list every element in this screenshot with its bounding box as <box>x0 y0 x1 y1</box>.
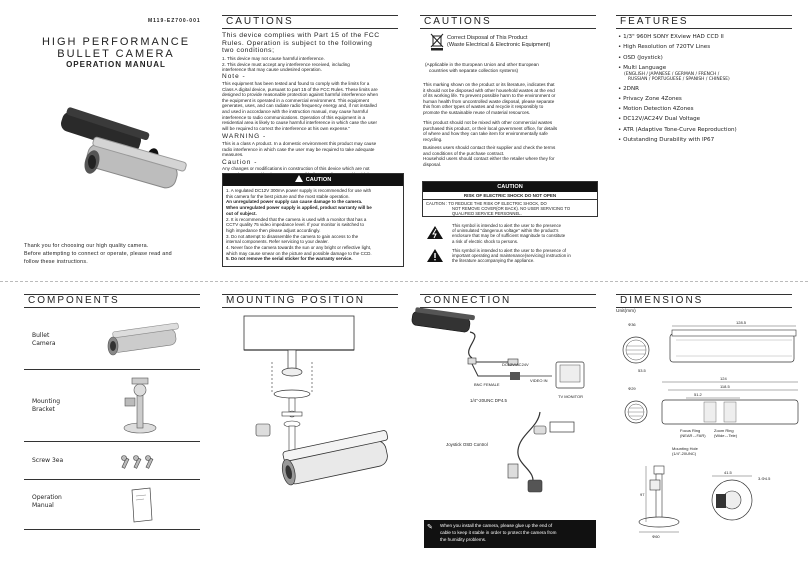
risk-note-line3: QUALIFIED SERVICE PERSONNEL. <box>452 211 522 216</box>
component-screws-image <box>120 454 160 470</box>
focus-ring-line2: (NEAR↔FAR) <box>680 433 706 438</box>
component-label-line: Bracket <box>32 406 55 413</box>
weee-p1-line: human health from uncontrolled waste disposal, please separate <box>423 98 555 104</box>
dim-d29: Φ29 <box>628 386 636 391</box>
component-row-camera <box>24 312 200 370</box>
feature-language-line2: RUSSIAN / PORTUGUESE / SPANISH / CHINESE) <box>628 77 730 83</box>
dim-d415: 41.5 <box>724 470 732 475</box>
electric-shock-risk: RISK OF ELECTRIC SHOCK DO NOT OPEN <box>423 192 597 200</box>
mounting-hole-line1: Mounting Hole <box>672 446 698 451</box>
cautions-heading-1: CAUTIONS <box>222 15 398 29</box>
feature-item: • 2DNR <box>618 85 640 92</box>
weee-p1-line: this from other types of wastes and recycle it responsibly to <box>423 104 544 110</box>
fcc-conditions <box>222 56 402 73</box>
caution-box <box>222 173 404 267</box>
weee-p1-line: it should not be disposed with other household wastes at the end <box>423 87 555 93</box>
caution-box-header <box>223 174 403 186</box>
connection-heading: CONNECTION <box>420 294 596 308</box>
dim-d36: Φ36 <box>628 322 636 327</box>
weee-p2-line: purchased this product, or their local government office, for details <box>423 125 558 131</box>
dim-h97: 97 <box>640 492 645 497</box>
dim-l124: 124 <box>720 376 727 381</box>
fcc-condition-3: interference that may cause undesired operation. <box>222 67 322 73</box>
info-icon: ✎ <box>427 523 433 531</box>
sym1-line: This symbol is intended to alert the user to the presence <box>452 223 562 228</box>
electric-shock-box <box>422 181 598 217</box>
component-label-line: Mounting <box>32 398 61 405</box>
feature-item: • Multi Language <box>618 64 667 71</box>
dim-b60: Φ60 <box>652 534 660 539</box>
component-label-line: Camera <box>32 340 56 347</box>
zoom-ring-line2: (Wide↔Tele) <box>714 433 738 438</box>
component-row-screws <box>24 442 200 480</box>
label-thread: 1/4"-20UNC DP4.5 <box>470 398 507 403</box>
weee-title-line2: (Waste Electrical & Electronic Equipment) <box>447 42 551 49</box>
fcc-intro-line1: This device complies with Part 15 of the FCC <box>222 32 380 39</box>
sym1-line: a risk of electric shock to persons. <box>452 238 519 244</box>
dimensions-drawing <box>612 316 802 546</box>
feature-item: • Privacy Zone 4Zones <box>618 95 682 102</box>
thanks-line1: Thank you for choosing our high quality camera. <box>24 243 149 249</box>
thanks-line2: Before attempting to connect or operate, please read and <box>24 251 172 257</box>
caution-box-line: high impedance then please adjust accordingly. <box>226 227 321 233</box>
weee-applicable <box>425 62 597 74</box>
symbol-2-text <box>452 248 602 264</box>
dim-focus-ring <box>680 428 706 438</box>
dimensions-unit: Unit(mm) <box>616 309 636 314</box>
caution-box-line: When unregulated power supply is applied, product warranty will be <box>226 205 372 211</box>
feature-item: • Outstanding Durability with IP67 <box>618 137 715 144</box>
note-line: Class A digital device, pursuant to part 15 of the FCC Rules. These limits are <box>222 86 378 92</box>
caution-box-title: CAUTION <box>305 177 332 183</box>
feature-language-line1: (ENGLISH / JAPANESE / GERMAN / FRENCH / <box>624 71 720 77</box>
warning-line: measures. <box>222 152 244 158</box>
caution-box-line: 3. Do not attempt to disassemble the camera to gain access to the <box>226 233 359 239</box>
mounting-hole-line2: (1/4"-20UNC) <box>672 451 697 456</box>
dim-mounting-hole <box>672 446 698 456</box>
caution-box-line: out of subject. <box>226 210 257 216</box>
component-label: Screw 3ea <box>32 457 64 464</box>
document-title <box>26 36 206 70</box>
dim-h535: 53.5 <box>638 368 646 373</box>
component-bracket-image <box>120 376 160 436</box>
label-video-in: VIDEO IN <box>530 378 548 383</box>
model-code: M119-EZ700-001 <box>148 18 201 24</box>
caution-box-body <box>223 186 403 264</box>
note-body <box>222 81 404 131</box>
weee-p1-line: This marking shown on the product or its literature, indicates that <box>423 82 555 87</box>
weee-p2-line: recycling. <box>423 136 443 142</box>
component-label <box>32 332 56 348</box>
weee-paragraph-2 <box>423 120 599 142</box>
caution-box-line: 5. Do not remove the serial sticker for the warranty service. <box>226 256 353 262</box>
feature-item: • High Resolution of 720TV Lines <box>618 44 711 51</box>
note-line: This equipment has been tested and found to comply with the limits for a <box>222 81 370 86</box>
feature-item: • OSD (Joystick) <box>618 54 663 61</box>
focus-ring-line1: Focus Ring <box>680 428 701 433</box>
caution-box-line: internal components. Refer servicing to your dealer. <box>226 239 329 245</box>
caution-box-line: 1. A regulated DC12V 300mA power supply is recommended for use with <box>226 188 372 193</box>
warning-heading: WARNING - <box>222 133 267 140</box>
dim-l512: 51.2 <box>694 392 702 397</box>
note-line: residential area is likely to cause harmful interference in which case the user <box>222 120 377 126</box>
weee-applicable-line1: (Applicable in the European Union and other European <box>425 62 539 67</box>
exclamation-triangle-icon <box>426 248 444 263</box>
mounting-diagram <box>232 314 402 540</box>
mounting-heading: MOUNTING POSITION <box>222 294 398 308</box>
weee-p2-line: This product should not be mixed with other commercial wastes <box>423 120 553 125</box>
warning-line: This is a class A product. In a domestic environment this product may cause <box>222 141 377 146</box>
sym1-line: of uninsulated "dangerous voltage" within the product's <box>452 228 559 234</box>
caution-line: Any changes or modifications in construction of this device which are not <box>222 166 370 171</box>
install-note-line: cable to keep it stable in order to protect the camera from <box>440 530 557 535</box>
crossed-bin-icon <box>430 33 444 51</box>
note-line: generates, uses, and can radiate radio frequency energy and, if not installed <box>222 103 377 109</box>
note-line: and used in accordance with the instruction manual, may cause harmful <box>222 108 368 114</box>
connection-diagram <box>410 310 600 510</box>
install-note-line: When you install the camera, please glue up the end of <box>440 523 553 528</box>
warning-triangle-icon <box>295 175 303 182</box>
component-camera-image <box>102 324 182 356</box>
caution-heading: Caution - <box>222 159 258 166</box>
caution-box-line: this camera for the best picture and the most stable operation. <box>226 193 350 199</box>
weee-p3-line: disposal. <box>423 161 442 167</box>
label-bnc: BNC FEMALE <box>474 382 500 387</box>
label-power: DC12V/AC24V <box>502 362 529 367</box>
thanks-line3: follow these instructions. <box>24 259 88 265</box>
warning-body <box>222 141 404 158</box>
sym2-line: important operating and maintenance(servicing) instruction in <box>452 253 571 259</box>
electric-shock-banner: CAUTION <box>423 182 597 192</box>
note-line: designed to provide reasonable protection against harmful interference when <box>222 92 379 98</box>
dim-d45: 3-Φ4.5 <box>758 476 771 481</box>
note-line: the equipment is operated in a commercial environment. This equipment <box>222 97 369 103</box>
lightning-triangle-icon <box>426 225 444 240</box>
component-label <box>32 494 62 510</box>
feature-item: • Motion Detection 4Zones <box>618 106 694 113</box>
sym1-line: enclosure that may be of sufficient magnitude to constitute <box>452 233 566 239</box>
fcc-condition-2: 2. This device must accept any interference received, including <box>222 61 350 67</box>
install-note-line: the humidity problems. <box>440 537 487 542</box>
feature-item: • ATR (Adaptive Tone-Curve Reproduction) <box>618 126 737 133</box>
weee-p3-line: and conditions of the purchase contract. <box>423 150 505 156</box>
weee-p3-line: Household users should contact either the retailer where they for <box>423 156 555 162</box>
dim-l1285: 128.5 <box>736 320 747 325</box>
risk-note-line1: CAUTION : TO REDUCE THE RISK OF ELECTRIC SHOCK, DO <box>426 201 547 206</box>
weee-p1-line: promote the sustainable reuse of material resources. <box>423 109 531 115</box>
weee-p1-line: of its working life. To prevent possible harm to the environment or <box>423 93 556 99</box>
warning-line: radio interference in which case the user may be required to take adequate <box>222 146 375 152</box>
bullet-camera-pair-image <box>56 114 206 210</box>
title-line2: BULLET CAMERA <box>57 48 175 60</box>
symbol-1-text <box>452 223 602 244</box>
electric-shock-note <box>423 200 597 217</box>
feature-item: • 1/3" 960H SONY EXview HAD CCD II <box>618 34 724 40</box>
risk-note-line2: NOT REMOVE COVER(OR BACK). NO USER SERVICING TO <box>452 206 571 211</box>
weee-title-line1: Correct Disposal of This Product <box>447 35 528 41</box>
dim-l1185: 118.5 <box>720 384 730 389</box>
fcc-intro-line3: two conditions; <box>222 47 275 55</box>
feature-item: • DC12V/AC24V Dual Voltage <box>618 116 701 123</box>
zoom-ring-line1: Zoom Ring <box>714 428 734 433</box>
note-line: will be required to correct the interference at his own expense." <box>222 125 351 131</box>
weee-paragraph-1 <box>423 82 599 116</box>
caution-box-line: CCTV quality 75 video impedance level. If your monitor is switched to <box>226 222 365 228</box>
caution-box-line: 4. Never face the camera towards the sun or any bright or reflective light, <box>226 245 372 251</box>
weee-p2-line: of where and how they can take item for environmentally safe <box>423 131 548 137</box>
dim-zoom-ring <box>714 428 737 438</box>
features-list <box>618 34 802 144</box>
sym2-line: the literature accompanying the appliance. <box>452 258 535 264</box>
dimensions-heading: DIMENSIONS <box>616 294 792 308</box>
weee-paragraph-3 <box>423 145 599 167</box>
install-note-text <box>428 522 592 543</box>
note-line: interference to radio communications. Operation of this equipment in a <box>222 114 365 120</box>
component-manual-image <box>128 486 156 524</box>
features-heading: FEATURES <box>616 15 792 29</box>
label-monitor: TV MONITOR <box>558 394 584 399</box>
fcc-condition-1: 1. This device may not cause harmful interference. <box>222 56 325 61</box>
components-heading: COMPONENTS <box>24 294 200 308</box>
component-label-line: Manual <box>32 502 54 509</box>
fcc-intro <box>222 32 402 55</box>
component-row-bracket <box>24 370 200 442</box>
fcc-intro-line2: Rules. Operation is subject to the following <box>222 39 373 47</box>
title-line1: HIGH PERFORMANCE <box>41 36 191 48</box>
cautions-heading-2: CAUTIONS <box>420 15 596 29</box>
weee-title <box>447 35 597 49</box>
thanks-text <box>24 242 224 266</box>
fold-divider <box>0 281 808 282</box>
component-label-line: Operation <box>32 494 62 501</box>
component-row-manual <box>24 480 200 530</box>
label-joystick: Joystick OSD Control <box>446 442 488 447</box>
install-note-box <box>424 520 596 548</box>
component-label-line: Bullet <box>32 332 50 339</box>
note-heading: Note - <box>222 73 246 80</box>
caution-box-line: which may cause smear on the picture and possible damage to the CCD. <box>226 250 372 256</box>
title-line3: OPERATION MANUAL <box>66 60 166 69</box>
sym2-line: This symbol is intended to alert the user to the presence of <box>452 248 566 253</box>
caution-box-line: An unregulated power supply can cause damage to the camera. <box>226 199 363 205</box>
caution-box-line: 2. It is recommended that the camera is used with a monitor that has a <box>226 216 367 222</box>
component-label <box>32 398 60 414</box>
weee-p3-line: Business users should contact their supplier and check the terms <box>423 145 556 150</box>
weee-applicable-line2: countries with separate collection systems) <box>429 68 519 73</box>
